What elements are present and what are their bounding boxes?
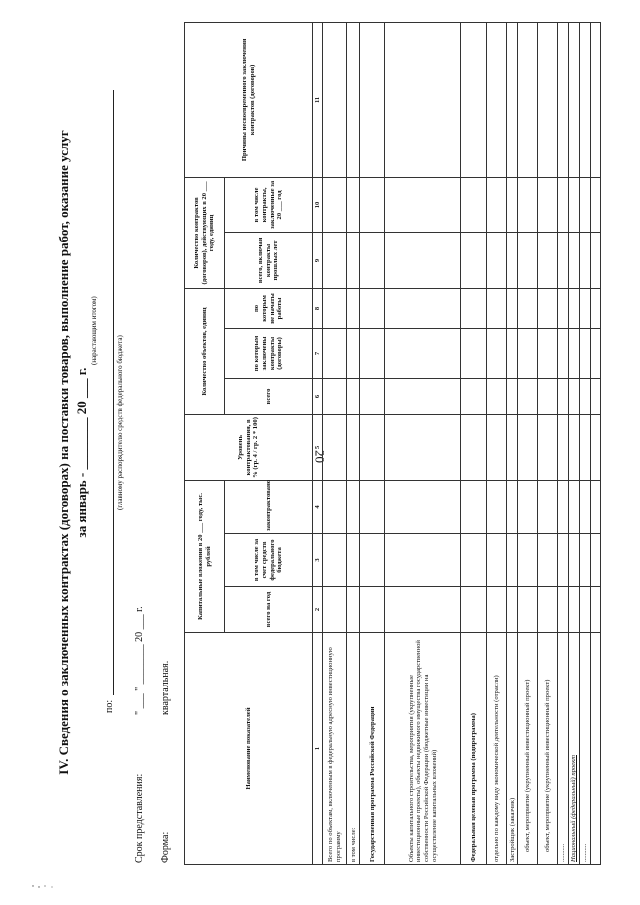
row-label: объект, мероприятие (укрупненный инвестиционный проект) bbox=[538, 633, 558, 865]
table-row bbox=[590, 22, 600, 864]
forma-value: квартальная. bbox=[160, 660, 171, 715]
po-hint: (главному распорядителю средств федерального бюджета) bbox=[116, 335, 124, 510]
srok-value: " ___ " ________ 20 ___ г. bbox=[134, 606, 145, 715]
po-underline bbox=[113, 90, 114, 695]
table-row bbox=[518, 22, 538, 864]
header-contracts-this-year: в том числе контракты, заключенные за 20 ___ год bbox=[225, 177, 313, 232]
column-number: 2 bbox=[313, 587, 323, 633]
header-capital: Капитальные вложения в 20 ___ году, тыс. рублей bbox=[185, 480, 225, 632]
title-subcaption: (нарастающим итогом) bbox=[90, 296, 98, 365]
header-objects-concluded: по которым заключены контракты (договоры) bbox=[225, 328, 313, 378]
scan-specks-decoration bbox=[30, 880, 60, 892]
header-objects: Количество объектов, единиц bbox=[185, 288, 225, 414]
table-row bbox=[558, 22, 569, 864]
row-label: ........... bbox=[580, 633, 591, 865]
header-objects-not-started: по которым не начаты работы bbox=[225, 288, 313, 328]
column-number: 9 bbox=[313, 232, 323, 288]
page-number: 20 bbox=[312, 450, 328, 463]
header-indicators: Наименование показателей bbox=[185, 633, 313, 865]
column-number: 4 bbox=[313, 480, 323, 533]
row-label: Государственная программа Российской Федерации bbox=[360, 633, 385, 865]
table-row bbox=[487, 22, 507, 864]
row-label: Национальный (федеральный) проект bbox=[569, 633, 580, 865]
row-label: объект, мероприятие (укрупненный инвестиционный проект) bbox=[518, 633, 538, 865]
header-objects-total: всего bbox=[225, 378, 313, 414]
row-label: Застройщик (заказчик) bbox=[507, 633, 518, 865]
column-number: 10 bbox=[313, 177, 323, 232]
column-number: 3 bbox=[313, 534, 323, 587]
contracts-table bbox=[184, 22, 601, 865]
column-number: 11 bbox=[313, 22, 323, 177]
table-row bbox=[580, 22, 591, 864]
table-row bbox=[538, 22, 558, 864]
table-row bbox=[507, 22, 518, 864]
header-capital-contracted: законтрактовано bbox=[225, 480, 313, 533]
table-row bbox=[461, 22, 487, 864]
document-title-period: за январь - ________ 20 ___ г. bbox=[74, 367, 89, 538]
header-contracts: Количество контрактов (договоров), действующих в 20 ___ году, единиц bbox=[185, 177, 225, 288]
column-number: 1 bbox=[313, 633, 323, 865]
column-number: 8 bbox=[313, 288, 323, 328]
header-capital-federal: в том числе за счет средств федерального бюджета bbox=[225, 534, 313, 587]
document-title: IV. Сведения о заключенных контрактах (договорах) на поставки товаров, выполнение работ, оказание услуг bbox=[56, 130, 71, 775]
row-label: Всего по объектам, включенным в федеральную адресную инвестиционную программу bbox=[323, 633, 347, 865]
header-contracts-total: всего, включая контракты прошлых лет bbox=[225, 232, 313, 288]
row-label: ........... bbox=[558, 633, 569, 865]
srok-label: Срок представления: bbox=[134, 773, 145, 863]
header-level: Уровень контрактования, в % (гр. 4 / гр. 2 * 100) bbox=[185, 414, 313, 480]
po-label: по: bbox=[104, 699, 115, 713]
table-row bbox=[360, 22, 385, 864]
column-number: 7 bbox=[313, 328, 323, 378]
forma-label: Форма: bbox=[160, 831, 171, 863]
table-row bbox=[385, 22, 461, 864]
row-label: Федеральная целевая программа (подпрограмма) bbox=[461, 633, 487, 865]
header-capital-total: всего на год bbox=[225, 587, 313, 633]
column-number: 6 bbox=[313, 378, 323, 414]
table-row bbox=[347, 22, 360, 864]
column-number: 5 bbox=[313, 414, 323, 480]
row-label: Объекты капитального строительства, мероприятия (укрупненные инвестиционные проекты), объекты недвижимого имущества государственной собственности Российской Федерации (бюджетные инвестиции на осуществление капитальных вложений) bbox=[385, 633, 461, 865]
row-label: отдельно по каждому виду экономической деятельности (отрасли) bbox=[487, 633, 507, 865]
table-row bbox=[323, 22, 347, 864]
row-label: в том числе: bbox=[347, 633, 360, 865]
table-row bbox=[569, 22, 580, 864]
header-reasons: Причины несвоевременного заключения контрактов (договоров) bbox=[185, 22, 313, 177]
